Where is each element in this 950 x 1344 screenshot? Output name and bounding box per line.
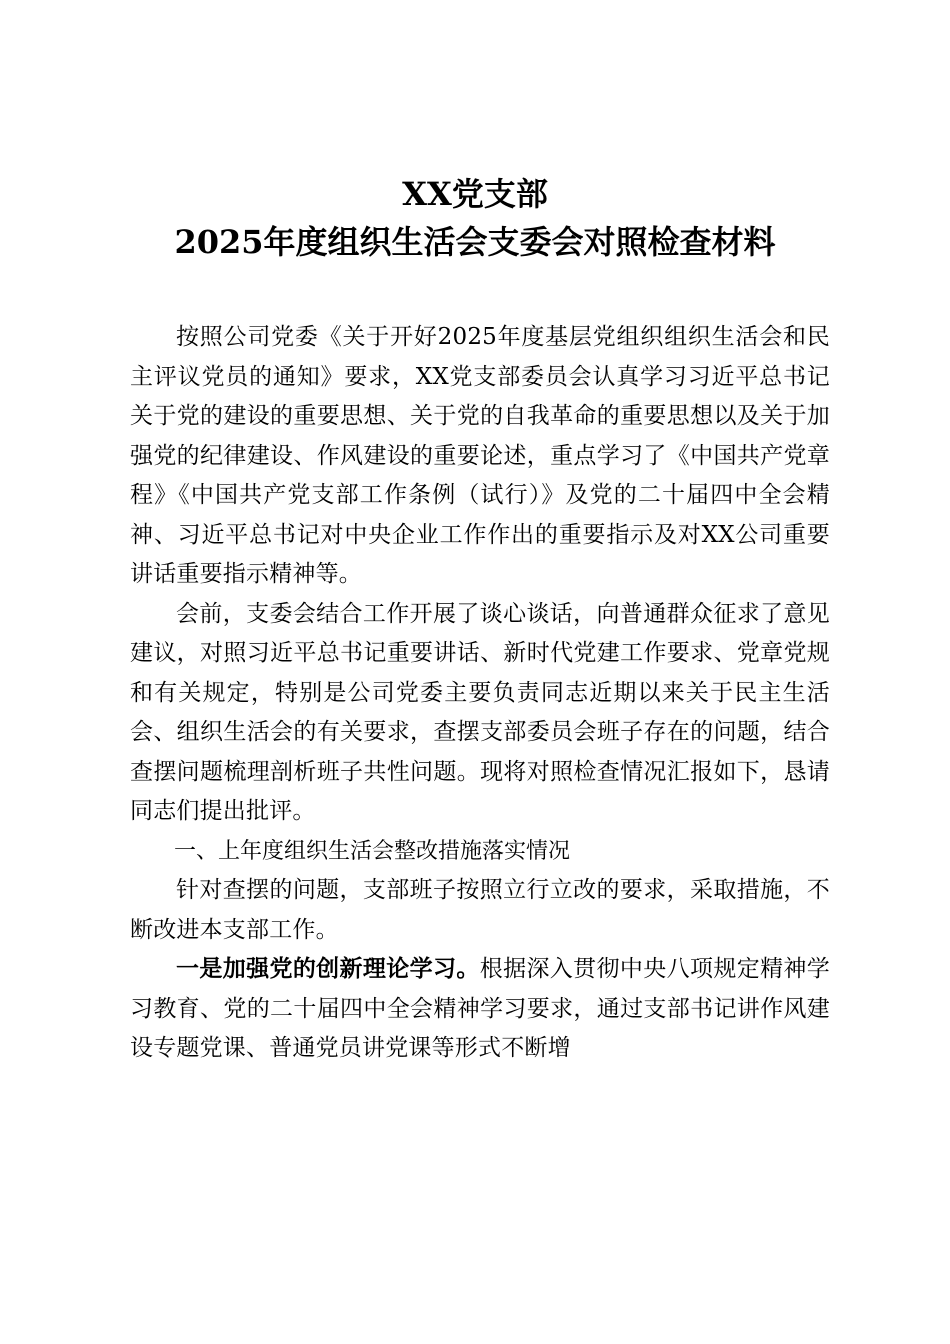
section-heading-1: 一、上年度组织生活会整改措施落实情况 — [174, 838, 571, 864]
title-line-1: XX党支部 — [402, 175, 548, 213]
paragraph-intro: 按照公司党委《关于开好2025年度基层党组织组织生活会和民主评议党员的通知》要求，XX党支部委员会认真学习习近平总书记关于党的建设的重要思想、关于党的自我革命的重要思想以及关于加强党的纪律建设、作风建设的重要论述，重点学习了《中国共产党章程》《中国共产党支部工作条例（试行）》及党的二十届四中全会精神、习近平总书记对中央企业工作作出的重要指示及对XX公司重要讲话重要指示精神等。 — [130, 324, 830, 587]
paragraph-theory-study — [130, 950, 830, 1069]
paragraph-lead: 一是加强党的创新理论学习。 — [176, 956, 480, 982]
paragraph-measures: 针对查摆的问题，支部班子按照立行立改的要求，采取措施，不断改进本支部工作。 — [130, 877, 830, 943]
document-body — [130, 318, 830, 1069]
paragraph-lead-body: 根据深入贯彻中央八项规定精神学习教育、党的二十届四中全会精神学习要求，通过支部书记讲作风建设专题党课、普通党员讲党课等形式不断增 — [130, 956, 830, 1061]
paragraph-preparation: 会前，支委会结合工作开展了谈心谈话，向普通群众征求了意见建议，对照习近平总书记重要讲话、新时代党建工作要求、党章党规和有关规定，特别是公司党委主要负责同志近期以来关于民主生活会、组织生活会的有关要求，查摆支部委员会班子存在的问题，结合查摆问题梳理剖析班子共性问题。现将对照检查情况汇报如下，恳请同志们提出批评。 — [130, 600, 830, 824]
document-title — [0, 170, 950, 266]
title-line-2: 2025年度组织生活会支委会对照检查材料 — [174, 223, 776, 261]
